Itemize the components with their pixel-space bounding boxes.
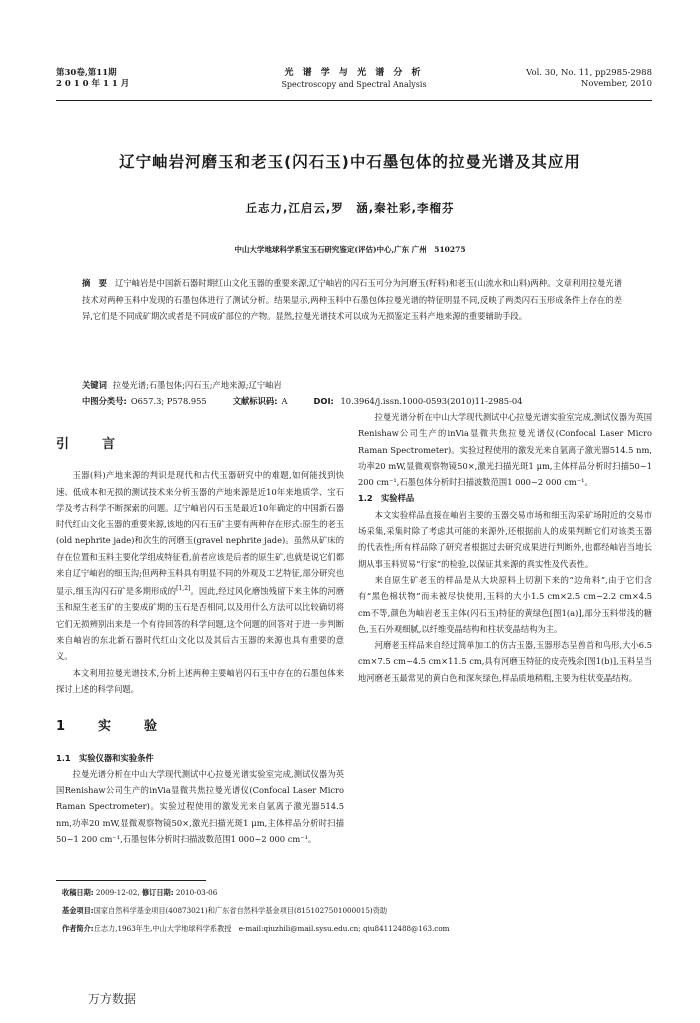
abstract [82,275,622,325]
running-header [56,68,652,98]
author-list: 丘志力,江启云,罗 涵,秦社彩,李榴芬 [245,201,455,215]
intro-paragraph-2: 本文利用拉曼光谱技术,分析上述两种主要岫岩闪石玉中存在的石墨包体来探讨上述的科学问题。 [56,667,344,694]
citation: [1,2] [176,585,191,593]
abstract-text: 辽宁岫岩是中国新石器时期红山文化玉器的重要来源,辽宁岫岩的闪石玉可分为河磨玉(籽料)和老玉(山流水和山料)两种。文章利用拉曼光谱技术对两种玉料中发现的石墨包体进行了测试分析。结果显示,两种玉料中石墨包体拉曼光谱的特征明显不同,反映了两类闪石玉形成条件上存在的差异,它们是不同成矿期次或者是不同成矿部位的产物。显然,拉曼光谱技术可以成为无损鉴定玉料产地来源的重要辅助手段。 [82,278,622,321]
classification-line [82,393,642,409]
header-rule [56,100,652,101]
clc-label: 中图分类号: [82,396,127,406]
header-volume-cn: 第30卷,第11期 2 0 1 0 年 1 1 月 [56,68,130,89]
samples-paragraph-1: 本文实验样品直接在岫岩主要的玉器交易市场和细玉沟采矿场附近的交易市场采集,采集时除了考虑其可能的来源外,还根据前人的成果判断它们对该类玉器的代表性;所有样品除了研究者根据过去研究成果进行判断外,也都经岫岩当地长期从事玉料贸易“行家”的检验,以保证其来源的真实性及代表性。 [358,509,652,569]
left-column [56,425,345,844]
journal-name-cn: 光 谱 学 与 光 谱 分 析 [284,68,424,78]
footnote-dates: 收稿日期: 2009-12-02, 修订日期: 2010-03-06 [62,888,218,897]
keywords [82,377,642,393]
author-email: qiuzhili@mail.sysu.edu.cn; qiu84112488@163.com [263,924,450,933]
doc-code-value: A [281,396,288,406]
footnote-author: 作者简介:丘志力,1963年生,中山大学地球科学系教授 e-mail:qiuzhili@mail.sysu.edu.cn; qiu84112488@163.com [62,924,450,933]
doc-code-label: 文献标识码: [232,396,278,406]
section-heading-intro: 引 言 [56,437,126,452]
paper-title: 辽宁岫岩河磨玉和老玉(闪石玉)中石墨包体的拉曼光谱及其应用 [119,153,581,171]
watermark-text: 万方数据 [88,992,137,1006]
samples-paragraph-3: 河磨老玉样品来自经过简单加工的仿古玉器,玉器形态呈兽首和鸟形,大小6.5 cm×7.5 cm~4.5 cm×11.5 cm,具有河磨玉特征的皮壳残余[图1(b)],玉料呈当地河磨老玉最常见的黄白色和深灰绿色,样品质地稍粗,主要为柱状变晶结构。 [358,640,652,683]
intro-paragraph-1: 玉器(料)产地来源的判识是现代和古代玉器研究中的难题,如何能找到快速、低成本和无损的测试技术来分析玉器的产地来源是近10年来地质学、宝石学及考古科学不断探索的问题。辽宁岫岩闪石玉是最近10年确定的中国新石器时代红山文化玉器的重要来源,该地的闪石玉矿主要有两种存在形式:原生的老玉(old nephrite jade)和次生的河磨玉(gravel nephrite jade)。虽然从矿床的存在位置和玉料主要化学组成特征看,前者应该是后者的原生矿,也就是说它们都来自辽宁岫岩的细玉沟;但两种玉料具有明显不同的外观及工艺特征,部分研究也显示,细玉沟闪石矿是多期形成的[1,2]。因此,经过风化磨蚀残留下来主体的河磨玉和原生老玉矿的主要成矿期的玉石是否相同,以及用什么方法可以比较确切将它们无损辨别出来是一个有待回答的科学问题,这个问题的回答对于进一步判断来自岫岩的东北新石器时代红山文化以及其后古玉器的来源也具有重要的意义。 [56,470,345,662]
keywords-text: 拉曼光谱;石墨包体;闪石玉;产地来源;辽宁岫岩 [112,380,282,390]
subsection-heading-1-1: 1.1 实验仪器和实验条件 [56,752,154,763]
right-column [358,412,652,686]
subsection-heading-1-2: 1.2 实验样品 [358,493,415,504]
journal-name-en: Spectroscopy and Spectral Analysis [281,80,427,89]
header-volume-en: Vol. 30, No. 11, pp2985-2988 November, 2010 [526,68,652,89]
exp-paragraph-1-cont: 拉曼光谱分析在中山大学现代测试中心拉曼光谱实验室完成,测试仪器为英国Renishaw公司生产的inVia显微共焦拉曼光谱仪(Confocal Laser Micro Raman Spectrometer)。实验过程使用的激发光来自氩离子激光器514.5 nm,功率20 mW,显微观察物镜50×,激光扫描光斑1 μm,主体样品分析时扫描50~1 200 cm⁻¹,石墨包体分析时扫描波数范围1 000~2 000 cm⁻¹。 [358,412,652,488]
section-heading-experiment: 1 实 验 [56,719,168,735]
doi-value: 10.3964/j.issn.1000-0593(2010)11-2985-04 [340,396,523,406]
exp-paragraph-1-start: 拉曼光谱分析在中山大学现代测试中心拉曼光谱实验室完成,测试仪器为英国Renishaw公司生产的inVia显微共焦拉曼光谱仪(Confocal Laser Micro Raman Spectrometer)。实验过程使用的激发光来自氩离子激光器514.5 nm,功率20 mW,显微观察物镜50×,激光扫描光斑1 μm,主体样品分析时扫描50~1 200 cm⁻¹,石墨包体分析时扫描波数范围1 000~2 000 cm⁻¹。 [56,768,344,844]
doi-label: DOI: [313,396,334,406]
footnote-fund: 基金项目:国家自然科学基金项目(40873021)和广东省自然科学基金项目(8151027501000015)资助 [62,906,388,915]
samples-paragraph-2: 来自原生矿老玉的样品是从大块原料上切割下来的“边角料”,由于它们含有“黑色棉状物”而未被尽快使用,玉料的大小1.5 cm×2.5 cm~2.2 cm×4.5 cm不等,颜色为岫岩老玉主体(闪石玉)特征的黄绿色[图1(a)],部分玉料带浅的糖色,玉石外观细腻,以纤维变晶结构和柱状变晶结构为主。 [358,574,652,634]
keywords-label: 关键词 [82,380,107,390]
abstract-label: 摘 要 [82,278,107,288]
affiliation: 中山大学地球科学系宝玉石研究鉴定(评估)中心,广东 广州 510275 [234,245,466,254]
clc-value: O657.3; P578.955 [130,396,207,406]
footnote [62,884,652,938]
footnote-rule [56,880,206,881]
